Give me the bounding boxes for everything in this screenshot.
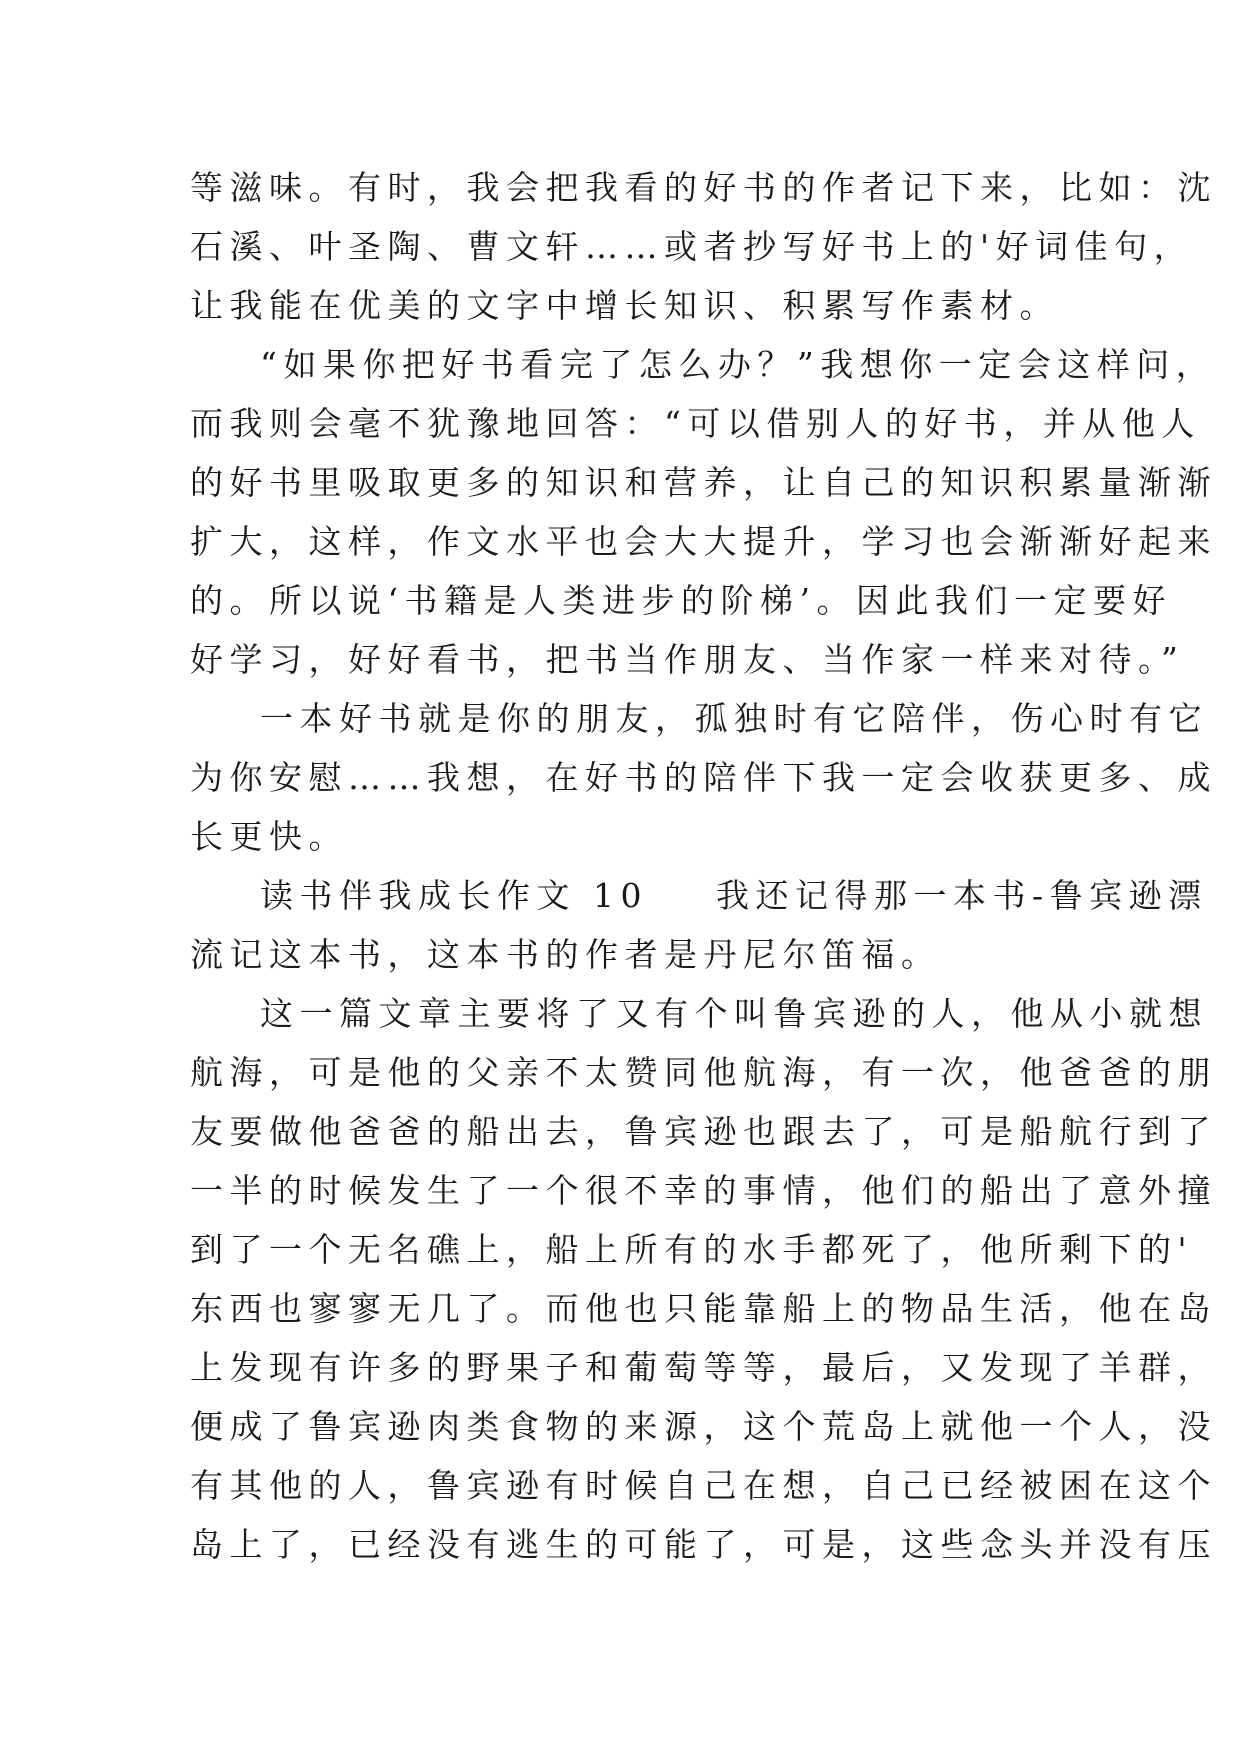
text-line: 一半的时候发生了一个很不幸的事情，他们的船出了意外撞 (190, 1171, 1217, 1210)
text-line: 而我则会毫不犹豫地回答：“可以借别人的好书，并从他人 (190, 404, 1201, 443)
text-line: 扩大，这样，作文水平也会大大提升，学习也会渐渐好起来 (190, 522, 1217, 561)
text-line: 到了一个无名礁上，船上所有的水手都死了，他所剩下的' (190, 1230, 1194, 1269)
text-line: 长更快。 (190, 817, 348, 856)
text-line: “如果你把好书看完了怎么办？”我想你一定会这样问， (260, 345, 1216, 384)
text-line: 的。所以说‘书籍是人类进步的阶梯’。因此我们一定要好 (190, 581, 1172, 620)
text-line: 航海，可是他的父亲不太赞同他航海，有一次，他爸爸的朋 (190, 1053, 1217, 1092)
text-line: 让我能在优美的文字中增长知识、积累写作素材。 (190, 286, 1059, 325)
text-line: 友要做他爸爸的船出去，鲁宾逊也跟去了，可是船航行到了 (190, 1112, 1217, 1151)
text-line: 岛上了，已经没有逃生的可能了，可是，这些念头并没有压 (190, 1525, 1217, 1564)
text-line: 一本好书就是你的朋友，孤独时有它陪伴，伤心时有它 (260, 699, 1208, 738)
text-line: 为你安慰……我想，在好书的陪伴下我一定会收获更多、成 (190, 758, 1217, 797)
text-line: 的好书里吸取更多的知识和营养，让自己的知识积累量渐渐 (190, 463, 1217, 502)
text-line: 等滋味。有时，我会把我看的好书的作者记下来，比如：沈 (190, 168, 1217, 207)
text-line: 东西也寥寥无几了。而他也只能靠船上的物品生活，他在岛 (190, 1289, 1217, 1328)
text-line: 读书伴我成长作文 10 我还记得那一本书-鲁宾逊漂 (260, 876, 1208, 915)
text-line: 上发现有许多的野果子和葡萄等等，最后，又发现了羊群， (190, 1348, 1217, 1387)
text-line: 有其他的人，鲁宾逊有时候自己在想，自己已经被困在这个 (190, 1466, 1217, 1505)
text-line: 好学习，好好看书，把书当作朋友、当作家一样来对待。” (190, 640, 1185, 679)
text-line: 石溪、叶圣陶、曹文轩……或者抄写好书上的'好词佳句， (190, 227, 1194, 266)
text-line: 便成了鲁宾逊肉类食物的来源，这个荒岛上就他一个人，没 (190, 1407, 1217, 1446)
text-line: 流记这本书，这本书的作者是丹尼尔笛福。 (190, 935, 941, 974)
text-line: 这一篇文章主要将了又有个叫鲁宾逊的人，他从小就想 (260, 994, 1208, 1033)
body-text (190, 158, 1217, 1574)
